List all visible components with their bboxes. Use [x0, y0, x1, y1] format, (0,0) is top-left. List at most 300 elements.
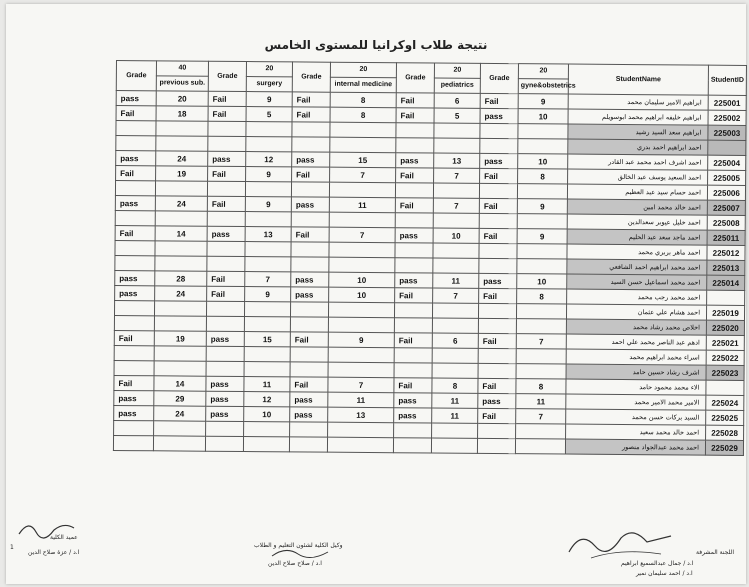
- grade-cell: pass: [394, 408, 432, 423]
- mark-cell: 13: [245, 227, 291, 242]
- mark-cell: 19: [156, 166, 208, 181]
- grade-cell: [114, 345, 154, 360]
- grade-cell: [478, 318, 516, 333]
- grade-cell: [478, 303, 516, 318]
- grade-cell: [478, 363, 516, 378]
- grade-cell: Fail: [396, 93, 434, 108]
- grade-cell: [394, 423, 432, 438]
- mark-cell: [515, 439, 565, 454]
- page-mark: 1: [10, 544, 14, 551]
- mark-cell: 18: [156, 106, 208, 121]
- student-id-cell: 225011: [707, 230, 745, 245]
- grade-cell: pass: [480, 108, 518, 123]
- mark-cell: [153, 436, 205, 451]
- mark-cell: [245, 212, 291, 227]
- grade-cell: [292, 137, 330, 152]
- student-id-cell: 225025: [706, 410, 744, 425]
- grade-header: Grade: [480, 63, 518, 93]
- grade-cell: pass: [291, 272, 329, 287]
- max-mark-header: 20: [434, 63, 480, 78]
- mark-cell: 7: [516, 334, 566, 349]
- student-id-cell: 225021: [706, 335, 744, 350]
- grade-cell: pass: [290, 392, 328, 407]
- mark-cell: [517, 184, 567, 199]
- mark-cell: 24: [154, 406, 206, 421]
- grade-cell: [290, 317, 328, 332]
- student-id-cell: 225014: [707, 275, 745, 290]
- student-name-cell: احمد هشام علي عثمان: [566, 304, 706, 320]
- student-name-cell: ادهم عبد الناصر محمد علي احمد: [566, 334, 706, 350]
- subject-header: previous sub.: [156, 76, 208, 91]
- signature-middle-name: ا.د / صلاح صلاح الدين: [268, 560, 322, 567]
- mark-cell: 11: [432, 393, 478, 408]
- student-name-cell: احمد محمد رجب محمد: [567, 289, 707, 305]
- student-id-cell: 225028: [706, 425, 744, 440]
- mark-cell: 8: [432, 378, 478, 393]
- subject-header: surgery: [246, 77, 292, 92]
- grade-header: Grade: [396, 63, 434, 93]
- grade-cell: pass: [116, 91, 156, 106]
- mark-cell: 10: [244, 407, 290, 422]
- grade-cell: pass: [478, 393, 516, 408]
- grade-cell: [393, 438, 431, 453]
- student-name-cell: احمد السعيد يوسف عبد الخالق: [568, 169, 708, 185]
- mark-cell: [329, 212, 395, 228]
- grade-cell: pass: [206, 391, 244, 406]
- grade-cell: Fail: [292, 167, 330, 182]
- mark-cell: [518, 124, 568, 139]
- grade-cell: [114, 360, 154, 375]
- mark-cell: 13: [434, 153, 480, 168]
- grade-cell: [207, 256, 245, 271]
- grade-cell: pass: [114, 390, 154, 405]
- mark-cell: 8: [330, 107, 396, 123]
- mark-cell: 11: [329, 197, 395, 213]
- grade-cell: pass: [207, 226, 245, 241]
- grade-cell: pass: [479, 273, 517, 288]
- grade-cell: pass: [114, 405, 154, 420]
- student-name-cell: ابراهيم الامير سليمان محمد: [568, 94, 708, 110]
- grade-cell: [394, 318, 432, 333]
- grade-cell: [395, 243, 433, 258]
- student-id-cell: 225008: [707, 215, 745, 230]
- grade-cell: [208, 136, 246, 151]
- mark-cell: [244, 347, 290, 362]
- mark-cell: [432, 303, 478, 318]
- grade-cell: Fail: [208, 91, 246, 106]
- mark-cell: 11: [432, 408, 478, 423]
- grade-cell: [206, 421, 244, 436]
- subject-header: pediatrics: [434, 78, 480, 93]
- grade-cell: Fail: [395, 198, 433, 213]
- grade-cell: Fail: [115, 225, 155, 240]
- grade-cell: [479, 213, 517, 228]
- grade-cell: Fail: [208, 106, 246, 121]
- mark-cell: [433, 183, 479, 198]
- mark-cell: 9: [517, 229, 567, 244]
- student-id-header: StudentID: [708, 65, 746, 95]
- grade-cell: Fail: [116, 166, 156, 181]
- grade-cell: pass: [206, 376, 244, 391]
- page-title: نتيجة طلاب اوكرانيا للمستوى الخامس: [264, 38, 488, 52]
- mark-cell: [328, 362, 394, 378]
- mark-cell: 10: [433, 228, 479, 243]
- grade-cell: [395, 183, 433, 198]
- grade-cell: [206, 316, 244, 331]
- student-id-cell: 225001: [708, 95, 746, 110]
- student-name-cell: ابراهيم سعد السيد رشيد: [568, 124, 708, 140]
- student-id-cell: 225007: [707, 200, 745, 215]
- mark-cell: [432, 318, 478, 333]
- student-id-cell: 225022: [706, 350, 744, 365]
- mark-cell: 24: [155, 286, 207, 301]
- grade-cell: Fail: [292, 92, 330, 107]
- mark-cell: 15: [330, 152, 396, 168]
- grade-cell: [478, 423, 516, 438]
- signature-left-name: ا.د / عزة صلاح الدين: [28, 549, 80, 556]
- mark-cell: [517, 259, 567, 274]
- mark-cell: [244, 317, 290, 332]
- mark-cell: [327, 437, 393, 453]
- mark-cell: [328, 317, 394, 333]
- grade-cell: pass: [206, 406, 244, 421]
- grade-cell: Fail: [395, 288, 433, 303]
- grade-cell: [477, 438, 515, 453]
- mark-cell: 11: [328, 392, 394, 408]
- mark-cell: 9: [245, 287, 291, 302]
- grade-cell: Fail: [207, 271, 245, 286]
- grade-cell: Fail: [394, 378, 432, 393]
- student-id-cell: 225023: [706, 365, 744, 380]
- mark-cell: [245, 182, 291, 197]
- student-name-cell: السيد بركات حسن محمد: [566, 409, 706, 425]
- student-id-cell: 225024: [706, 395, 744, 410]
- student-id-cell: 225006: [707, 185, 745, 200]
- mark-cell: [244, 362, 290, 377]
- grade-cell: [291, 242, 329, 257]
- grade-cell: [113, 435, 153, 450]
- student-id-cell: 225005: [708, 170, 746, 185]
- grade-cell: Fail: [478, 408, 516, 423]
- signature-right-scribble: [561, 524, 681, 564]
- mark-cell: [155, 211, 207, 226]
- grade-cell: pass: [116, 151, 156, 166]
- grade-cell: Fail: [479, 288, 517, 303]
- mark-cell: 10: [518, 154, 568, 169]
- grade-header: Grade: [208, 61, 246, 91]
- mark-cell: [516, 304, 566, 319]
- mark-cell: 7: [328, 377, 394, 393]
- student-name-header: StudentName: [568, 64, 708, 95]
- grade-cell: Fail: [480, 93, 518, 108]
- mark-cell: 10: [518, 109, 568, 124]
- grade-cell: [291, 182, 329, 197]
- student-name-cell: الاء محمد محمود حامد: [566, 379, 706, 395]
- mark-cell: [154, 421, 206, 436]
- mark-cell: 15: [244, 332, 290, 347]
- mark-cell: [328, 347, 394, 363]
- grade-cell: [291, 257, 329, 272]
- results-sheet: [6, 4, 746, 584]
- grade-cell: Fail: [478, 378, 516, 393]
- mark-cell: [434, 138, 480, 153]
- student-name-cell: احمد محمد عبدالجواد منصور: [565, 439, 705, 455]
- grade-cell: pass: [115, 195, 155, 210]
- mark-cell: [246, 122, 292, 137]
- mark-cell: 24: [156, 151, 208, 166]
- grade-cell: [207, 241, 245, 256]
- student-name-cell: احمد ابراهيم احمد بدري: [568, 139, 708, 155]
- grade-cell: [479, 243, 517, 258]
- grade-header: Grade: [292, 62, 330, 92]
- grade-cell: pass: [395, 228, 433, 243]
- grade-cell: Fail: [480, 168, 518, 183]
- grade-cell: [114, 315, 154, 330]
- student-name-cell: احمد خالد محمد امين: [567, 199, 707, 215]
- max-mark-header: 20: [246, 62, 292, 77]
- student-name-cell: اسراء محمد ابراهيم محمد: [566, 349, 706, 365]
- mark-cell: 29: [154, 391, 206, 406]
- grade-header: Grade: [116, 61, 156, 91]
- grade-cell: [114, 420, 154, 435]
- mark-cell: 19: [154, 331, 206, 346]
- grade-cell: [206, 301, 244, 316]
- mark-cell: [243, 437, 289, 452]
- grade-cell: Fail: [114, 375, 154, 390]
- mark-cell: [518, 139, 568, 154]
- mark-cell: 6: [434, 93, 480, 108]
- grade-cell: [290, 302, 328, 317]
- grade-cell: [115, 210, 155, 225]
- mark-cell: [154, 346, 206, 361]
- grade-cell: [290, 422, 328, 437]
- grade-cell: [396, 123, 434, 138]
- student-id-cell: 225020: [706, 320, 744, 335]
- mark-cell: [155, 181, 207, 196]
- mark-cell: [433, 213, 479, 228]
- student-id-cell: [708, 140, 746, 155]
- grade-cell: pass: [291, 287, 329, 302]
- grade-cell: Fail: [478, 333, 516, 348]
- student-name-cell: احمد ماجد سعد عبد الحليم: [567, 229, 707, 245]
- student-id-cell: 225012: [707, 245, 745, 260]
- signature-middle-title: وكيل الكلية لشئون التعليم و الطلاب: [254, 542, 343, 549]
- mark-cell: 7: [433, 198, 479, 213]
- mark-cell: 24: [155, 196, 207, 211]
- grade-cell: [206, 346, 244, 361]
- grade-cell: [291, 212, 329, 227]
- results-table: [113, 60, 747, 456]
- student-name-cell: احمد محمد اسماعيل حسن السيد: [567, 274, 707, 290]
- grade-cell: Fail: [479, 228, 517, 243]
- mark-cell: 14: [155, 226, 207, 241]
- grade-cell: pass: [394, 393, 432, 408]
- grade-cell: Fail: [116, 106, 156, 121]
- student-id-cell: 225004: [708, 155, 746, 170]
- student-id-cell: 225002: [708, 110, 746, 125]
- grade-cell: [395, 258, 433, 273]
- mark-cell: 9: [246, 92, 292, 107]
- mark-cell: [432, 348, 478, 363]
- mark-cell: [156, 121, 208, 136]
- grade-cell: [115, 255, 155, 270]
- mark-cell: 11: [244, 377, 290, 392]
- student-name-cell: احمد اشرف احمد محمد عبد القادر: [568, 154, 708, 170]
- grade-cell: pass: [206, 331, 244, 346]
- grade-cell: [207, 211, 245, 226]
- mark-cell: 9: [246, 167, 292, 182]
- mark-cell: [156, 136, 208, 151]
- signature-left-title: عميد الكلية: [50, 534, 78, 541]
- grade-cell: Fail: [207, 196, 245, 211]
- subject-header: internal medicine: [330, 77, 396, 93]
- grade-cell: Fail: [207, 286, 245, 301]
- grade-cell: Fail: [290, 332, 328, 347]
- mark-cell: [516, 424, 566, 439]
- student-id-cell: 225019: [706, 305, 744, 320]
- grade-cell: Fail: [291, 227, 329, 242]
- grade-cell: [479, 258, 517, 273]
- mark-cell: [155, 256, 207, 271]
- table-header: [116, 61, 746, 96]
- mark-cell: 8: [518, 169, 568, 184]
- grade-cell: [290, 362, 328, 377]
- grade-cell: [480, 123, 518, 138]
- mark-cell: 28: [155, 271, 207, 286]
- mark-cell: [329, 257, 395, 273]
- grade-cell: [289, 437, 327, 452]
- grade-cell: pass: [115, 270, 155, 285]
- mark-cell: 8: [516, 379, 566, 394]
- mark-cell: 11: [516, 394, 566, 409]
- grade-cell: Fail: [208, 166, 246, 181]
- grade-cell: Fail: [394, 333, 432, 348]
- grade-cell: [116, 121, 156, 136]
- grade-cell: Fail: [114, 330, 154, 345]
- mark-cell: [154, 301, 206, 316]
- signature-right-title: اللجنة المشرفة: [696, 549, 735, 556]
- student-id-cell: 225013: [707, 260, 745, 275]
- mark-cell: [328, 302, 394, 318]
- grade-cell: pass: [290, 407, 328, 422]
- grade-cell: pass: [480, 153, 518, 168]
- mark-cell: [517, 244, 567, 259]
- grade-cell: pass: [395, 273, 433, 288]
- student-id-cell: [706, 380, 744, 395]
- grade-cell: pass: [208, 151, 246, 166]
- mark-cell: [154, 361, 206, 376]
- grade-cell: [208, 121, 246, 136]
- mark-cell: 10: [329, 287, 395, 303]
- mark-cell: 13: [328, 407, 394, 423]
- student-name-cell: احمد خالد محمد سعيد: [566, 424, 706, 440]
- mark-cell: [432, 363, 478, 378]
- mark-cell: 10: [517, 274, 567, 289]
- mark-cell: 12: [246, 152, 292, 167]
- student-name-cell: ابراهيم خليفه ابراهيم محمد ابوسويلم: [568, 109, 708, 125]
- grade-cell: [478, 348, 516, 363]
- mark-cell: 7: [433, 288, 479, 303]
- mark-cell: 5: [434, 108, 480, 123]
- student-name-cell: احمد حسام سيد عبد العظيم: [567, 184, 707, 200]
- mark-cell: 12: [244, 392, 290, 407]
- student-name-cell: احمد ماهر بربري محمد: [567, 244, 707, 260]
- mark-cell: 10: [329, 272, 395, 288]
- mark-cell: [516, 349, 566, 364]
- mark-cell: [517, 214, 567, 229]
- mark-cell: [433, 258, 479, 273]
- student-id-cell: 225003: [708, 125, 746, 140]
- grade-cell: [292, 122, 330, 137]
- mark-cell: 20: [156, 91, 208, 106]
- student-name-cell: الامير محمد الامير محمد: [566, 394, 706, 410]
- mark-cell: 7: [434, 168, 480, 183]
- grade-cell: [394, 363, 432, 378]
- grade-cell: [206, 361, 244, 376]
- mark-cell: [245, 242, 291, 257]
- grade-cell: [394, 303, 432, 318]
- mark-cell: [330, 137, 396, 153]
- mark-cell: 7: [330, 167, 396, 183]
- grade-cell: [394, 348, 432, 363]
- grade-cell: [115, 181, 155, 196]
- grade-cell: Fail: [479, 198, 517, 213]
- mark-cell: [516, 319, 566, 334]
- mark-cell: 11: [433, 273, 479, 288]
- mark-cell: [328, 422, 394, 438]
- mark-cell: [431, 438, 477, 453]
- mark-cell: 9: [518, 94, 568, 109]
- mark-cell: 7: [245, 272, 291, 287]
- mark-cell: [433, 243, 479, 258]
- student-name-cell: احمد محمد ابراهيم احمد الشافعي: [567, 259, 707, 275]
- student-id-cell: 225029: [705, 440, 743, 455]
- mark-cell: [246, 137, 292, 152]
- grade-cell: Fail: [396, 168, 434, 183]
- mark-cell: 5: [246, 107, 292, 122]
- grade-cell: [207, 181, 245, 196]
- grade-cell: Fail: [290, 377, 328, 392]
- max-mark-header: 20: [518, 64, 568, 79]
- mark-cell: [245, 257, 291, 272]
- mark-cell: [244, 302, 290, 317]
- grade-cell: pass: [115, 285, 155, 300]
- signature-right-name2: ا.د / احمد سليمان نمير: [636, 570, 693, 577]
- mark-cell: 8: [330, 92, 396, 108]
- mark-cell: [432, 423, 478, 438]
- student-name-cell: اخلاص محمد رشاد محمد: [566, 319, 706, 335]
- max-mark-header: 20: [330, 62, 396, 78]
- mark-cell: 9: [517, 199, 567, 214]
- grade-cell: pass: [292, 152, 330, 167]
- subject-header: gyne&obstetrics: [518, 79, 568, 94]
- mark-cell: [244, 422, 290, 437]
- mark-cell: 6: [432, 333, 478, 348]
- grade-cell: [479, 183, 517, 198]
- grade-cell: [395, 213, 433, 228]
- mark-cell: [330, 122, 396, 138]
- signature-right-name1: ا.د / جمال عبدالسميع ابراهيم: [621, 560, 694, 567]
- grade-cell: [396, 138, 434, 153]
- grade-cell: pass: [291, 197, 329, 212]
- grade-cell: Fail: [396, 108, 434, 123]
- mark-cell: 7: [329, 227, 395, 243]
- student-name-cell: احمد خليل عيوبر سعدالدين: [567, 214, 707, 230]
- mark-cell: 9: [328, 332, 394, 348]
- mark-cell: 14: [154, 376, 206, 391]
- grade-cell: [290, 347, 328, 362]
- mark-cell: 8: [517, 289, 567, 304]
